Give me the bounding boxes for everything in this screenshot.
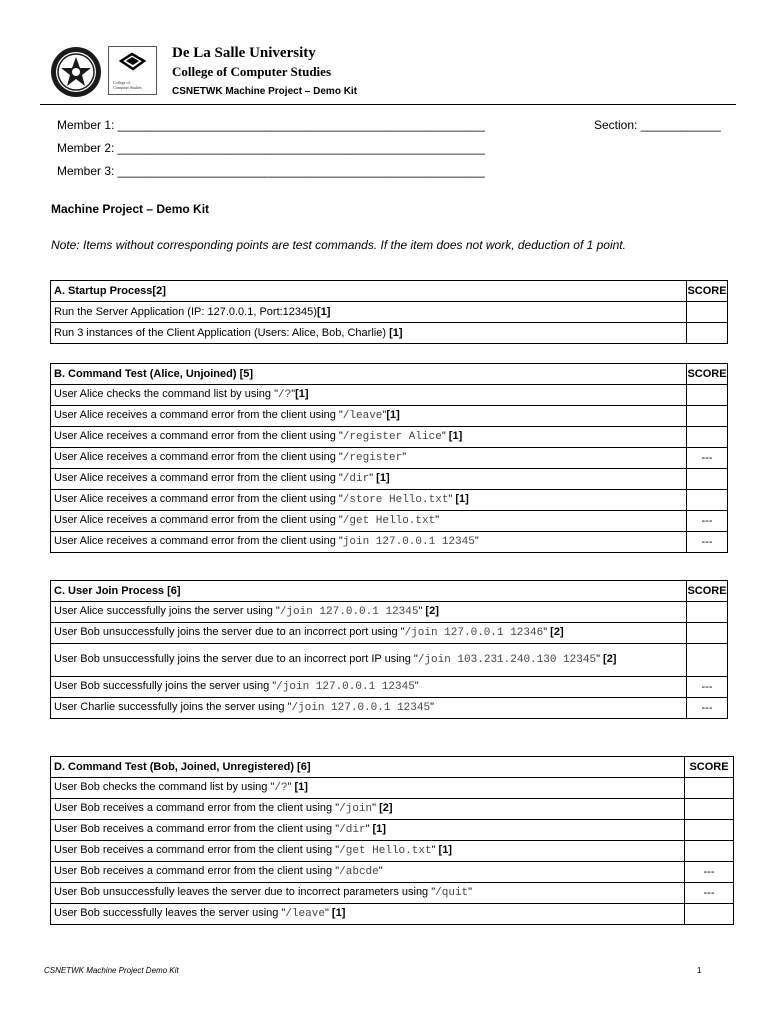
item-quote: " [324, 907, 332, 919]
item-text: User Alice receives a command error from the client using " [54, 493, 343, 505]
table-header-row [51, 364, 728, 385]
table-row [51, 799, 734, 820]
item-quote: " [369, 472, 377, 484]
ccs-logo-text-line2: Computer Studies [113, 85, 142, 90]
item-command: /join 127.0.0.1 12346 [404, 627, 544, 639]
item-text: User Bob successfully leaves the server using " [54, 907, 286, 919]
item-command: /join 127.0.0.1 12345 [279, 606, 419, 618]
score-cell[interactable] [687, 644, 728, 677]
item-quote: " [378, 865, 383, 877]
score-cell[interactable] [685, 841, 734, 862]
table-title: A. Startup Process[2] [51, 281, 687, 302]
note-text: Note: Items without corresponding points are test commands. If the item does not work, deduction of 1 point. [51, 238, 626, 252]
page-number: 1 [697, 966, 702, 975]
item-cell [51, 904, 685, 925]
ccs-logo-text [113, 80, 142, 90]
item-text: User Bob unsuccessfully joins the server due to an incorrect port using " [54, 626, 405, 638]
item-points: [2] [379, 802, 393, 814]
table-row [51, 469, 728, 490]
item-quote: " [430, 701, 434, 713]
item-text: Run the Server Application (IP: 127.0.0.1, Port:12345) [54, 305, 317, 318]
item-text: User Bob receives a command error from the client using " [54, 802, 340, 814]
item-quote: " [414, 680, 419, 692]
table-row [51, 490, 728, 511]
table-row [51, 385, 728, 406]
table-row [51, 644, 728, 677]
table-header-row [51, 281, 728, 302]
item-quote: " [448, 493, 456, 505]
table-row [51, 904, 734, 925]
item-quote: " [543, 626, 551, 638]
item-command: /? [274, 782, 288, 794]
item-points: [2] [425, 605, 439, 617]
table-row [51, 623, 728, 644]
item-text: User Alice checks the command list by using " [54, 388, 278, 400]
table-row [51, 448, 728, 469]
item-cell [51, 644, 687, 677]
table-row [51, 883, 734, 904]
item-points: [1] [386, 409, 400, 421]
item-quote: " [418, 605, 426, 617]
section-field: Section: ____________ [594, 118, 721, 132]
ccs-logo-text-line1: College of [113, 80, 130, 85]
item-quote: " [435, 514, 440, 526]
table-user-join-process [50, 580, 728, 719]
item-quote: " [382, 409, 387, 421]
score-cell[interactable] [687, 469, 728, 490]
item-cell [51, 469, 687, 490]
item-cell [51, 623, 687, 644]
item-text: User Bob receives a command error from the client using " [54, 865, 340, 877]
table-command-test-bob [50, 756, 734, 925]
item-cell [51, 406, 687, 427]
item-text: User Bob receives a command error from the client using " [54, 844, 340, 856]
item-text: Run 3 instances of the Client Application (Users: Alice, Bob, Charlie) [54, 326, 390, 339]
score-cell[interactable]: --- [687, 448, 728, 469]
table-row [51, 532, 728, 553]
score-header: SCORE [685, 757, 734, 778]
score-cell[interactable]: --- [685, 883, 734, 904]
item-command: /leave [285, 908, 325, 920]
item-command: /store Hello.txt [342, 494, 449, 506]
item-command: /join 103.231.240.130 12345 [417, 654, 597, 666]
table-row [51, 406, 728, 427]
table-row [51, 841, 734, 862]
score-header: SCORE [687, 364, 728, 385]
item-quote: " [441, 430, 449, 442]
score-cell[interactable]: --- [687, 698, 728, 719]
item-points: [1] [294, 781, 308, 793]
item-cell [51, 385, 687, 406]
table-command-test-alice [50, 363, 728, 553]
item-command: /join 127.0.0.1 12345 [291, 702, 431, 714]
item-quote: " [402, 451, 407, 463]
item-command: /join 127.0.0.1 12345 [276, 681, 415, 693]
item-command: /join [339, 803, 373, 815]
university-name: De La Salle University [172, 45, 316, 61]
item-cell [51, 883, 685, 904]
item-text: User Bob unsuccessfully joins the server due to an incorrect port IP using " [54, 653, 418, 665]
item-text: User Alice receives a command error from the client using " [54, 430, 343, 442]
item-command: /? [278, 389, 292, 401]
table-startup-process [50, 280, 728, 344]
item-command: /register [342, 452, 403, 464]
item-text: User Alice receives a command error from the client using " [54, 514, 343, 526]
item-cell [51, 677, 687, 698]
item-points: [1] [455, 493, 469, 505]
item-command: /quit [435, 887, 469, 899]
ccs-logo [108, 46, 157, 95]
table-row [51, 820, 734, 841]
item-quote: " [468, 886, 473, 898]
dlsu-seal-icon [49, 45, 103, 99]
footer-title: CSNETWK Machine Project Demo Kit [44, 966, 179, 975]
score-cell[interactable] [685, 799, 734, 820]
score-cell[interactable] [687, 385, 728, 406]
item-points: [1] [448, 430, 463, 442]
table-row [51, 698, 728, 719]
score-header: SCORE [687, 281, 728, 302]
table-row [51, 602, 728, 623]
item-points: [1] [438, 844, 452, 856]
member-3-field: Member 3: _______________________________________________________ [57, 164, 485, 178]
item-cell [51, 841, 685, 862]
table-title: B. Command Test (Alice, Unjoined) [5] [51, 364, 687, 385]
item-text: User Alice receives a command error from the client using " [54, 409, 343, 421]
item-command: /get Hello.txt [342, 515, 436, 527]
item-command: /abcde [339, 866, 379, 878]
header-logos [49, 45, 159, 99]
score-cell[interactable] [687, 323, 728, 344]
item-quote: " [291, 388, 296, 400]
item-points: [1] [372, 823, 386, 835]
item-text: User Bob successfully joins the server using " [54, 680, 277, 692]
item-cell [51, 532, 687, 553]
item-cell [51, 799, 685, 820]
item-text: User Alice receives a command error from the client using " [54, 535, 343, 547]
item-cell [51, 602, 687, 623]
item-quote: " [474, 535, 479, 547]
score-cell[interactable] [685, 904, 734, 925]
table-row [51, 862, 734, 883]
item-text: User Alice receives a command error from the client using " [54, 451, 343, 463]
table-title: C. User Join Process [6] [51, 581, 687, 602]
item-points: [1] [316, 305, 331, 318]
table-row [51, 302, 728, 323]
score-cell[interactable]: --- [687, 532, 728, 553]
ccs-diamond-icon [109, 47, 156, 79]
table-header-row [51, 581, 728, 602]
item-command: /register Alice [342, 431, 442, 443]
score-header: SCORE [687, 581, 728, 602]
document-title: Machine Project – Demo Kit [51, 202, 210, 216]
college-name: College of Computer Studies [172, 64, 332, 79]
item-quote: " [287, 781, 295, 793]
item-cell [51, 511, 687, 532]
header-divider [40, 104, 736, 105]
header-text [172, 44, 357, 99]
member-1-field: Member 1: _______________________________________________________ [57, 118, 485, 132]
item-text: User Alice receives a command error from the client using " [54, 472, 343, 484]
table-row [51, 511, 728, 532]
table-row [51, 677, 728, 698]
item-points: [2] [603, 653, 617, 665]
item-points: [2] [550, 626, 564, 638]
table-row [51, 323, 728, 344]
item-command: /dir [342, 473, 370, 485]
table-row [51, 778, 734, 799]
table-header-row [51, 757, 734, 778]
item-command: /get Hello.txt [339, 845, 432, 857]
item-command: /leave [342, 410, 383, 422]
item-cell [51, 448, 687, 469]
item-text: User Charlie successfully joins the server using " [54, 701, 292, 713]
score-cell[interactable] [687, 302, 728, 323]
item-text: User Bob receives a command error from the client using " [54, 823, 340, 835]
score-cell[interactable] [685, 778, 734, 799]
course-line: CSNETWK Machine Project – Demo Kit [172, 86, 358, 97]
score-cell[interactable] [687, 490, 728, 511]
item-quote: " [596, 653, 604, 665]
score-cell[interactable] [687, 602, 728, 623]
item-points: [1] [295, 388, 309, 400]
item-cell [51, 427, 687, 448]
item-points: [1] [376, 472, 390, 484]
item-cell [51, 698, 687, 719]
table-title: D. Command Test (Bob, Joined, Unregistered) [6] [51, 757, 685, 778]
score-cell[interactable] [687, 406, 728, 427]
item-cell [51, 778, 685, 799]
score-cell[interactable] [687, 623, 728, 644]
item-cell [51, 862, 685, 883]
score-cell[interactable] [685, 820, 734, 841]
item-text: User Bob checks the command list by using " [54, 781, 275, 793]
item-text: User Alice successfully joins the server using " [54, 605, 280, 617]
item-text: User Bob unsuccessfully leaves the server due to incorrect parameters using " [54, 886, 436, 898]
score-cell[interactable]: --- [687, 677, 728, 698]
item-command: /dir [339, 824, 366, 836]
item-cell [51, 302, 687, 323]
item-command: join 127.0.0.1 12345 [342, 536, 475, 548]
score-cell[interactable]: --- [687, 511, 728, 532]
score-cell[interactable] [687, 427, 728, 448]
item-points: [1] [331, 907, 346, 919]
item-cell [51, 490, 687, 511]
item-cell [51, 820, 685, 841]
score-cell[interactable]: --- [685, 862, 734, 883]
item-quote: " [372, 802, 380, 814]
item-points: [1] [389, 326, 403, 339]
item-quote: " [431, 844, 439, 856]
table-row [51, 427, 728, 448]
member-2-field: Member 2: _______________________________________________________ [57, 141, 485, 155]
item-cell [51, 323, 687, 344]
item-quote: " [365, 823, 373, 835]
